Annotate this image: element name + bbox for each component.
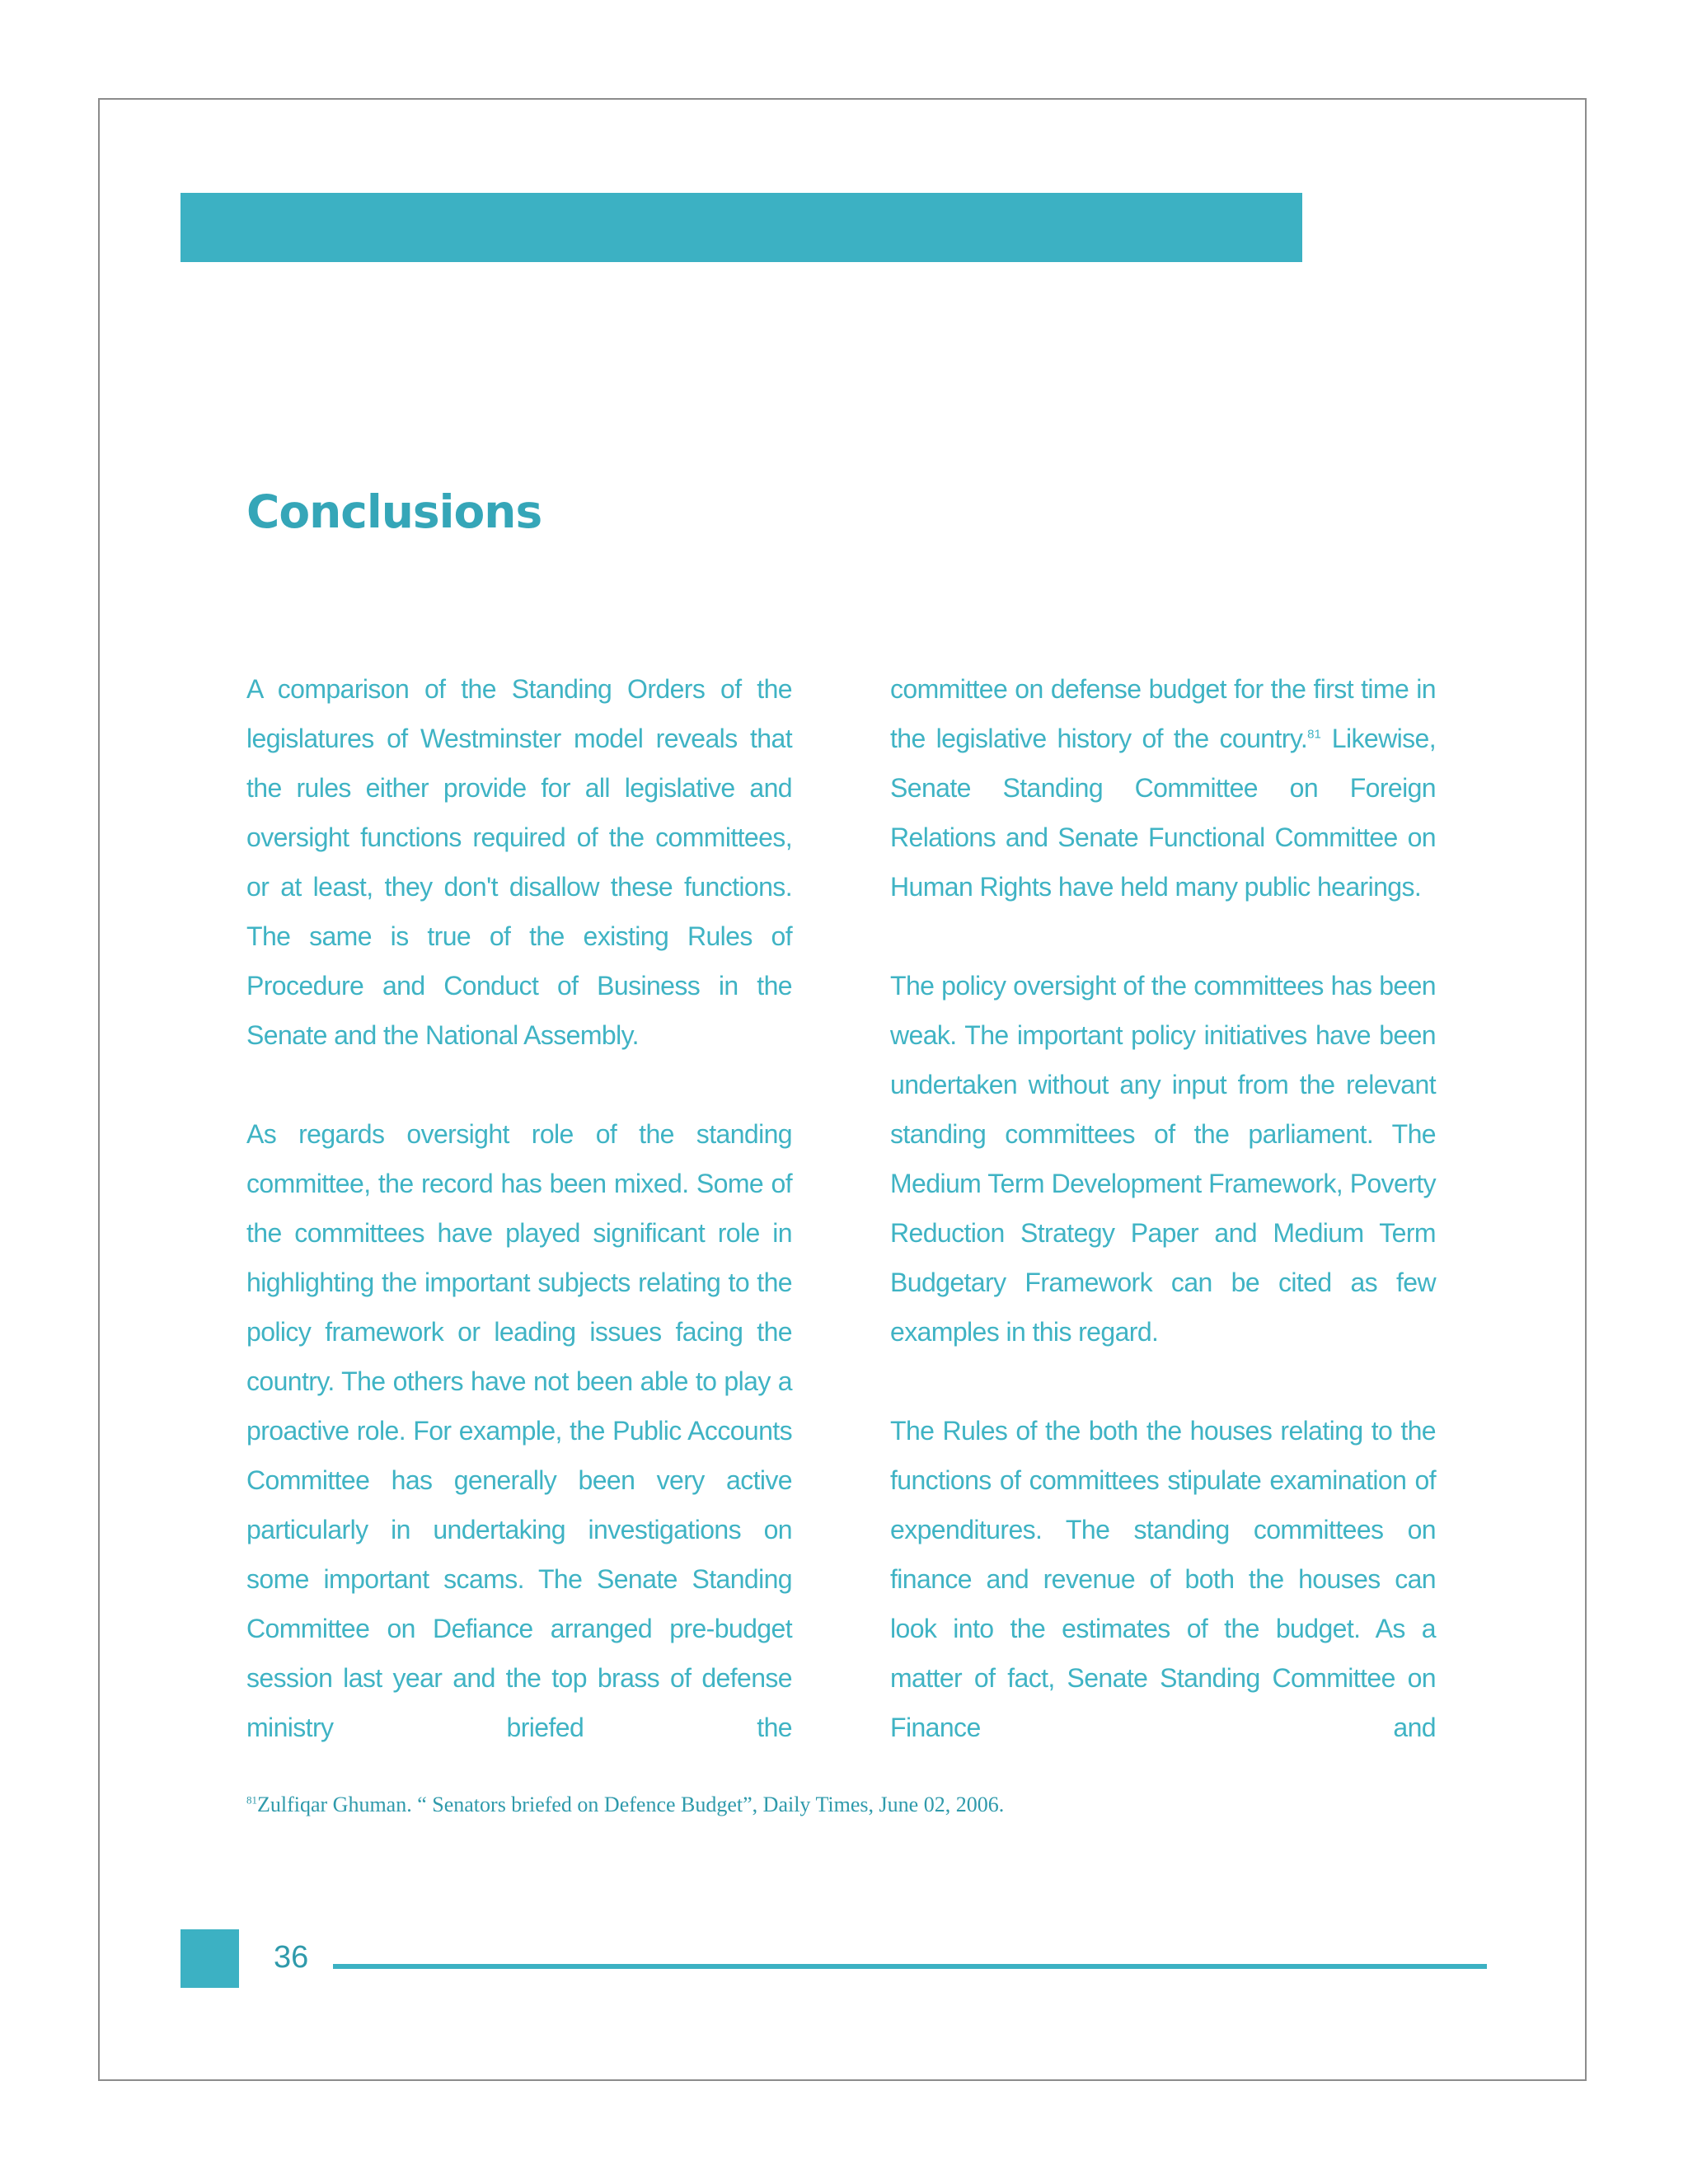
footnote	[246, 1790, 1004, 1820]
page-number-marker	[181, 1929, 239, 1988]
paragraph: The policy oversight of the committees has been weak. The important policy initiatives have been undertaken without any input from the relevant standing committees of the parliament. The Medium Term Development Framework, Poverty Reduction Strategy Paper and Medium Term Budgetary Framework can be cited as few examples in this regard.	[890, 971, 1436, 1347]
page-number: 36	[274, 1940, 309, 1975]
paragraph-text: Likewise, Senate Standing Committee on Foreign Relations and Senate Functional Committee on Human Rights have held many public hearings.	[890, 724, 1436, 902]
left-column	[246, 664, 792, 1752]
paragraph	[890, 664, 1436, 912]
footnote-text: Zulfiqar Ghuman. “ Senators briefed on Defence Budget”, Daily Times, June 02, 2006.	[257, 1793, 1005, 1816]
paragraph-text: committee on defense budget for the first time in the legislative history of the country.	[890, 674, 1436, 753]
paragraph: A comparison of the Standing Orders of the legislatures of Westminster model reveals that the rules either provide for all legislative and oversight functions required of the committees, or at least, they don't disallow these functions. The same is true of the existing Rules of Procedure and Conduct of Business in the Senate and the National Assembly.	[246, 674, 792, 1050]
footer-rule	[333, 1964, 1487, 1969]
page-title: Conclusions	[246, 485, 542, 538]
footnote-number: 81	[246, 1793, 257, 1807]
paragraph: As regards oversight role of the standing committee, the record has been mixed. Some of the committees have played significant role in highlighting the important subjects relating to the policy framework or leading issues facing the country. The others have not been able to play a proactive role. For example, the Public Accounts Committee has generally been very active particularly in undertaking investigations on some important scams. The Senate Standing Committee on Defiance arranged pre-budget session last year and the top brass of defense ministry briefed the	[246, 1119, 792, 1742]
header-accent-bar	[181, 193, 1302, 262]
right-column	[890, 664, 1436, 1752]
footnote-reference[interactable]: 81	[1307, 727, 1321, 742]
paragraph: The Rules of the both the houses relating to the functions of committees stipulate examination of expenditures. The standing committees on finance and revenue of both the houses can look into the estimates of the budget. As a matter of fact, Senate Standing Committee on Finance and	[890, 1416, 1436, 1742]
